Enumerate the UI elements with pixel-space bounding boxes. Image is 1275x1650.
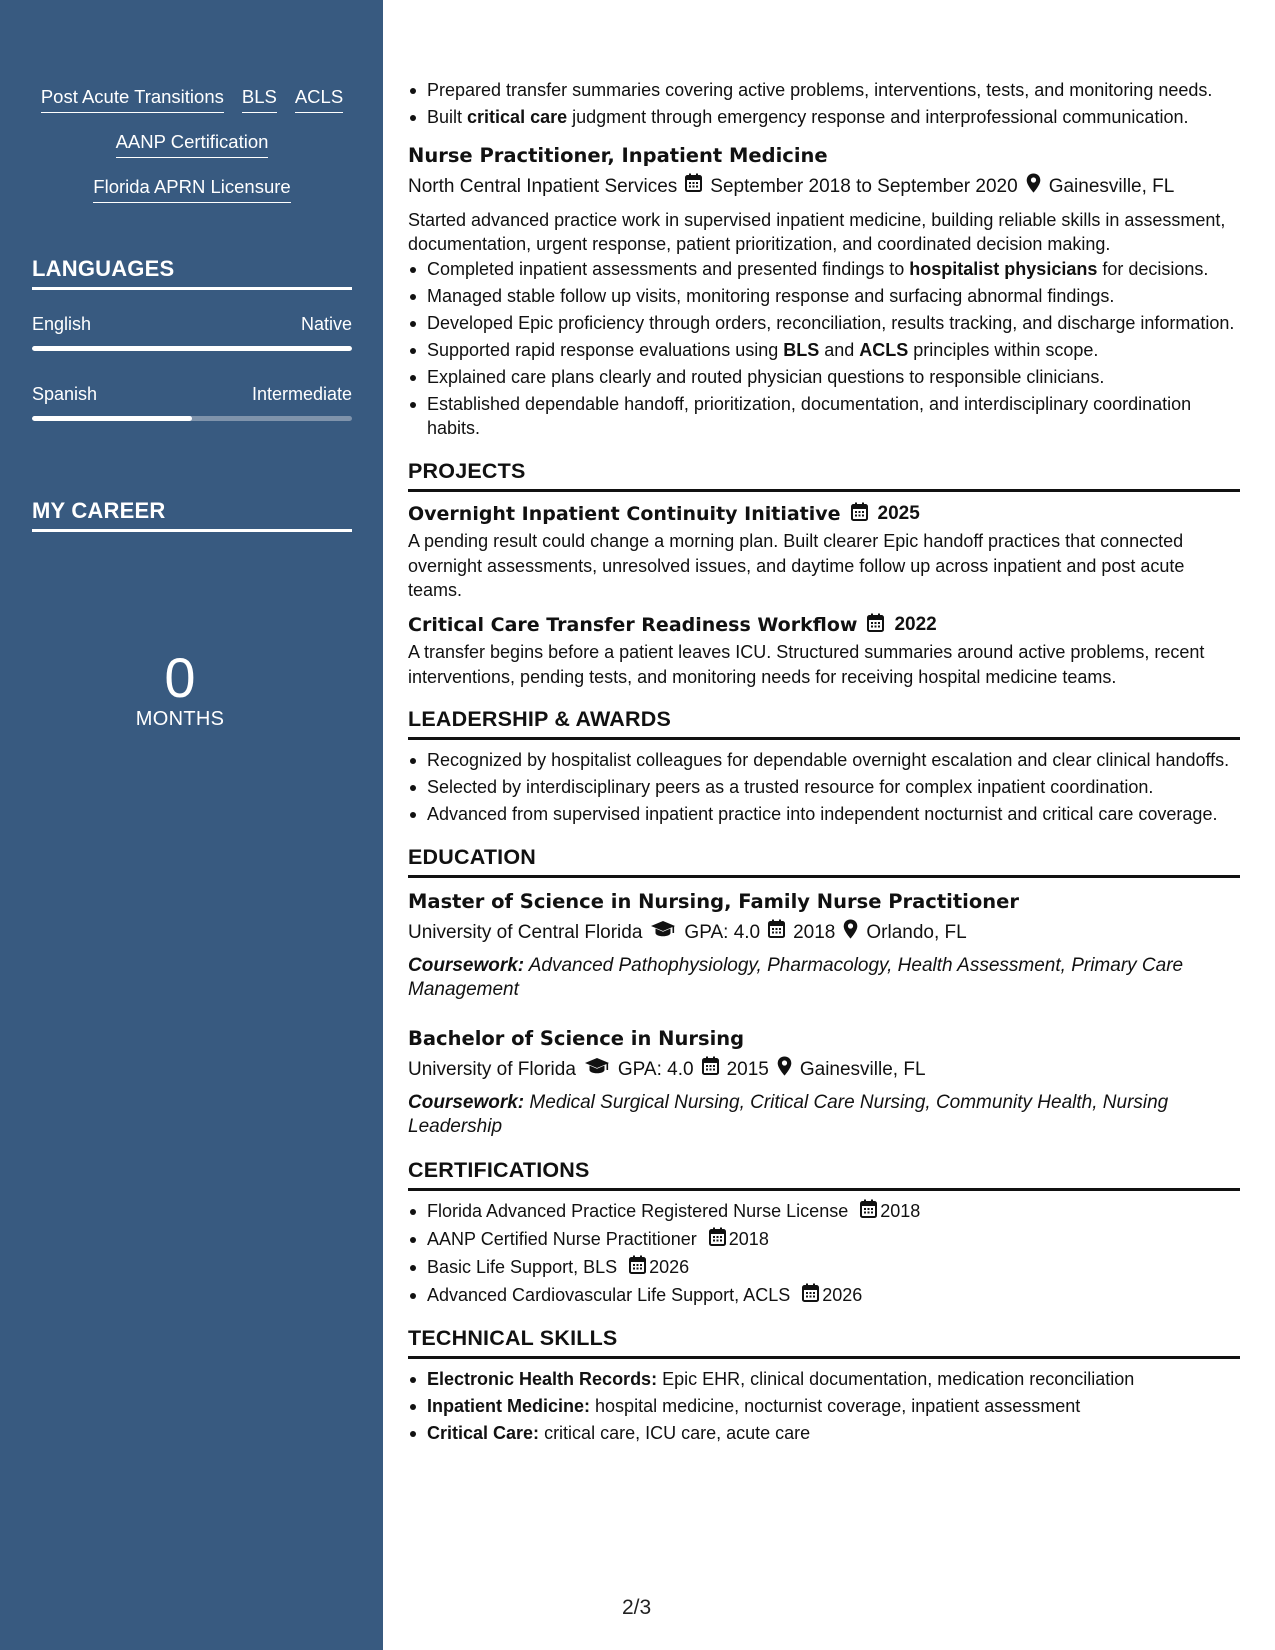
project-header bbox=[408, 502, 1240, 528]
certification-year: 2018 bbox=[880, 1201, 921, 1221]
school-name: University of Central Florida bbox=[408, 922, 643, 943]
language-level: Native bbox=[300, 314, 352, 334]
gpa: GPA: 4.0 bbox=[684, 922, 761, 943]
calendar-icon bbox=[629, 1255, 646, 1281]
education-meta bbox=[408, 919, 1240, 948]
school-location: Gainesville, FL bbox=[799, 1059, 926, 1080]
bullet-item bbox=[408, 338, 1240, 363]
skills-list bbox=[408, 1367, 1240, 1446]
bullet-item bbox=[408, 748, 1240, 773]
language-name: Spanish bbox=[32, 384, 98, 404]
bullet-item bbox=[408, 257, 1240, 282]
skill-tag: BLS bbox=[242, 86, 277, 113]
location-pin-icon bbox=[1026, 173, 1041, 202]
graduation-year: 2018 bbox=[793, 922, 836, 943]
leadership-heading: LEADERSHIP & AWARDS bbox=[408, 705, 1240, 740]
bullet-text: Advanced from supervised inpatient practice into independent nocturnist and critical care coverage. bbox=[427, 804, 1218, 824]
company-name: North Central Inpatient Services bbox=[408, 176, 678, 197]
bullet-item bbox=[408, 105, 1240, 130]
bullet-text: Selected by interdisciplinary peers as a trusted resource for complex inpatient coordination. bbox=[427, 777, 1154, 797]
degree-title: Master of Science in Nursing, Family Nurse Practitioner bbox=[408, 889, 1019, 913]
bullet-text: Managed stable follow up visits, monitoring response and surfacing abnormal findings. bbox=[427, 285, 1115, 306]
degree-title: Bachelor of Science in Nursing bbox=[408, 1026, 745, 1050]
education-entry bbox=[408, 1025, 1240, 1140]
career-value: 0 bbox=[164, 646, 196, 709]
coursework-list: Medical Surgical Nursing, Critical Care Nursing, Community Health, Nursing Leadership bbox=[408, 1091, 1169, 1137]
language-bar bbox=[32, 416, 352, 421]
certification-name: Basic Life Support, BLS bbox=[427, 1257, 618, 1277]
project-year: 2022 bbox=[894, 614, 937, 635]
calendar-icon bbox=[802, 1283, 819, 1309]
skill-tag: Florida APRN Licensure bbox=[93, 176, 290, 203]
certification-name: AANP Certified Nurse Practitioner bbox=[427, 1229, 697, 1249]
location-pin-icon bbox=[843, 919, 858, 948]
tag-row bbox=[32, 176, 352, 221]
experience-continued-bullets bbox=[408, 78, 1240, 130]
certification-item bbox=[408, 1199, 1240, 1225]
job-bullets bbox=[408, 257, 1240, 441]
language-name: English bbox=[32, 314, 92, 334]
project-description: A pending result could change a morning plan. Built clearer Epic handoff practices that connected overnight assessments, unresolved issues, and daytime follow up across inpatient and post acute teams. bbox=[408, 531, 1185, 600]
calendar-icon bbox=[768, 919, 785, 947]
certifications-heading: CERTIFICATIONS bbox=[408, 1156, 1240, 1191]
language-bar bbox=[32, 346, 352, 351]
calendar-icon bbox=[685, 173, 702, 201]
skill-value: critical care, ICU care, acute care bbox=[544, 1423, 811, 1443]
project-title: Critical Care Transfer Readiness Workflow bbox=[408, 614, 858, 636]
education-heading: EDUCATION bbox=[408, 843, 1240, 878]
language-level: Intermediate bbox=[251, 384, 352, 404]
bullet-item bbox=[408, 365, 1240, 390]
bullet-text: Completed inpatient assessments and presented findings to bbox=[427, 258, 910, 279]
coursework bbox=[408, 1091, 1240, 1140]
calendar-icon bbox=[709, 1227, 726, 1253]
certification-item bbox=[408, 1255, 1240, 1281]
bullet-text: Developed Epic proficiency through orders, reconciliation, results tracking, and discharge information. bbox=[427, 312, 1235, 333]
bullet-text: for decisions. bbox=[1097, 258, 1209, 279]
language-spanish bbox=[32, 384, 352, 421]
certification-item bbox=[408, 1283, 1240, 1309]
bold-text: critical care bbox=[467, 107, 568, 127]
languages-heading: LANGUAGES bbox=[32, 256, 352, 290]
project-header bbox=[408, 613, 1240, 639]
calendar-icon bbox=[851, 502, 868, 528]
bullet-item bbox=[408, 775, 1240, 800]
bullet-text: principles within scope. bbox=[908, 339, 1099, 360]
skills-heading: TECHNICAL SKILLS bbox=[408, 1324, 1240, 1359]
project-title: Overnight Inpatient Continuity Initiative bbox=[408, 503, 841, 525]
leadership-bullets bbox=[408, 748, 1240, 827]
page-number: 2/3 bbox=[622, 1596, 652, 1619]
bullet-item bbox=[408, 284, 1240, 309]
coursework-label: Coursework: bbox=[408, 954, 525, 976]
skill-item bbox=[408, 1394, 1240, 1419]
bullet-item bbox=[408, 392, 1240, 441]
location-pin-icon bbox=[777, 1056, 792, 1085]
career-unit: MONTHS bbox=[135, 708, 225, 730]
skill-item bbox=[408, 1421, 1240, 1446]
calendar-icon bbox=[702, 1056, 719, 1084]
job-summary: Started advanced practice work in supervised inpatient medicine, building reliable skills in assessment, documentation, urgent response, patient prioritization, and coordinated decision making. bbox=[408, 209, 1226, 254]
calendar-icon bbox=[860, 1199, 877, 1225]
certification-year: 2018 bbox=[728, 1229, 769, 1249]
skill-label: Inpatient Medicine: bbox=[427, 1396, 591, 1416]
bullet-text: judgment through emergency response and interprofessional communication. bbox=[567, 107, 1189, 127]
language-bar-fill bbox=[32, 416, 192, 421]
skill-tag: ACLS bbox=[295, 86, 343, 113]
skill-tag: AANP Certification bbox=[116, 131, 269, 158]
job-location: Gainesville, FL bbox=[1048, 176, 1175, 197]
bullet-item bbox=[408, 802, 1240, 827]
bullet-text: Prepared transfer summaries covering active problems, interventions, tests, and monitoring needs. bbox=[427, 80, 1213, 100]
language-english bbox=[32, 314, 352, 351]
certification-year: 2026 bbox=[649, 1257, 690, 1277]
skill-label: Critical Care: bbox=[427, 1423, 540, 1443]
bullet-item bbox=[408, 78, 1240, 103]
calendar-icon bbox=[867, 613, 884, 639]
bold-text: BLS bbox=[783, 339, 820, 360]
language-bar-fill bbox=[32, 346, 352, 351]
bullet-item bbox=[408, 311, 1240, 336]
skill-item bbox=[408, 1367, 1240, 1392]
education-entry bbox=[408, 888, 1240, 1003]
bullet-text: Established dependable handoff, prioritization, documentation, and interdisciplinary coordination habits. bbox=[427, 393, 1192, 438]
coursework-label: Coursework: bbox=[408, 1091, 525, 1113]
graduation-cap-icon bbox=[650, 919, 676, 947]
coursework bbox=[408, 954, 1240, 1003]
certification-year: 2026 bbox=[822, 1285, 863, 1305]
graduation-cap-icon bbox=[584, 1056, 610, 1084]
job-meta bbox=[408, 173, 1240, 202]
projects-heading: PROJECTS bbox=[408, 457, 1240, 492]
bold-text: hospitalist physicians bbox=[909, 258, 1098, 279]
main-content bbox=[408, 78, 1240, 1448]
career-heading: MY CAREER bbox=[32, 498, 352, 532]
coursework-list: Advanced Pathophysiology, Pharmacology, Health Assessment, Primary Care Management bbox=[408, 954, 1184, 1000]
projects-list bbox=[408, 502, 1240, 690]
certifications-list bbox=[408, 1199, 1240, 1309]
tag-row bbox=[32, 86, 352, 131]
education-meta bbox=[408, 1056, 1240, 1085]
tag-row bbox=[32, 131, 352, 176]
project-description: A transfer begins before a patient leaves ICU. Structured summaries around active problems, recent interventions, pending tests, and monitoring needs for receiving hospital medicine teams. bbox=[408, 642, 1205, 687]
school-name: University of Florida bbox=[408, 1059, 576, 1080]
skill-label: Electronic Health Records: bbox=[427, 1369, 658, 1389]
bullet-text: Supported rapid response evaluations using bbox=[427, 339, 784, 360]
skill-value: hospital medicine, nocturnist coverage, inpatient assessment bbox=[595, 1396, 1081, 1416]
school-location: Orlando, FL bbox=[866, 922, 967, 943]
certification-item bbox=[408, 1227, 1240, 1253]
skill-tags bbox=[32, 86, 352, 221]
education-list bbox=[408, 888, 1240, 1140]
graduation-year: 2015 bbox=[726, 1059, 769, 1080]
bullet-text: Recognized by hospitalist colleagues for dependable overnight escalation and clear clinical handoffs. bbox=[427, 750, 1230, 770]
skill-value: Epic EHR, clinical documentation, medication reconciliation bbox=[662, 1369, 1135, 1389]
job-dates: September 2018 to September 2020 bbox=[710, 176, 1018, 197]
sidebar bbox=[0, 0, 383, 1650]
gpa: GPA: 4.0 bbox=[617, 1059, 694, 1080]
bullet-text: Built bbox=[427, 107, 468, 127]
bold-text: ACLS bbox=[859, 339, 909, 360]
project-year: 2025 bbox=[877, 503, 920, 524]
certification-name: Advanced Cardiovascular Life Support, ACLS bbox=[427, 1285, 791, 1305]
bullet-text: Explained care plans clearly and routed physician questions to responsible clinicians. bbox=[427, 366, 1105, 387]
certification-name: Florida Advanced Practice Registered Nurse License bbox=[427, 1201, 849, 1221]
bullet-text: and bbox=[819, 339, 860, 360]
skill-tag: Post Acute Transitions bbox=[41, 86, 224, 113]
career-duration bbox=[80, 648, 280, 731]
job-title: Nurse Practitioner, Inpatient Medicine bbox=[408, 143, 828, 167]
